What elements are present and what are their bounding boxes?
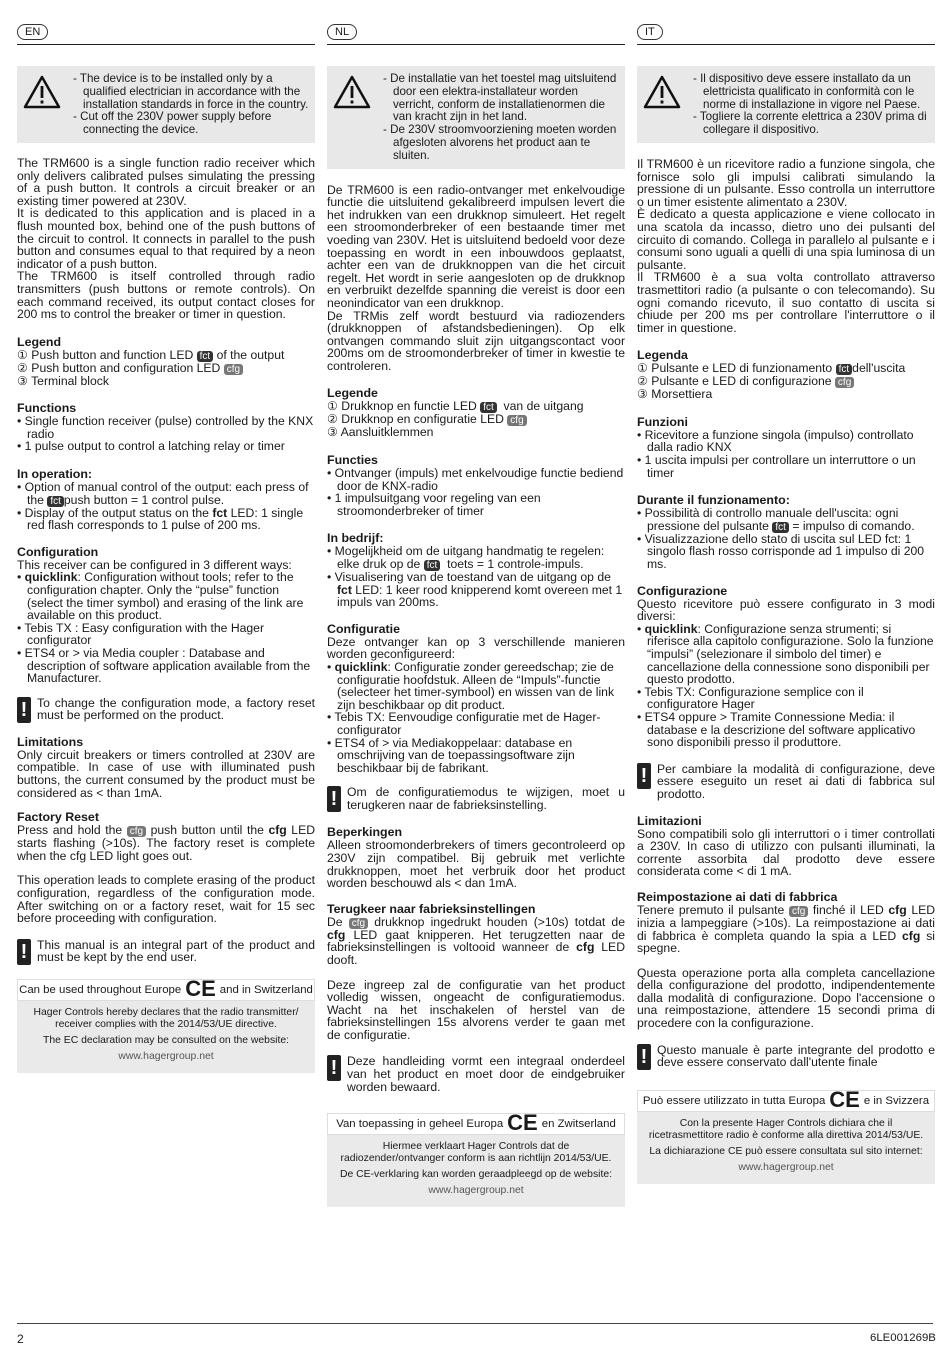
operation-heading: In bedrijf: <box>327 531 384 546</box>
function-item: • 1 impulsuitgang voor regeling van een stroomonderbreker of timer <box>327 491 541 518</box>
page-number: 2 <box>17 1332 24 1346</box>
config-heading: Configuratie <box>327 621 400 636</box>
lang-badge-en: EN <box>17 24 48 40</box>
quicklink-logo: quicklink <box>24 570 78 585</box>
operation-item: • Visualizzazione dello stato di uscita sul LED fct: 1 singolo flash rosso corrisponde ad 1 impulso di 200 ms. <box>637 531 925 572</box>
intro-paragraph: De TRM600 is een radio-ontvanger met enkelvoudige functie die uitsluitend gekalibreerd impulsen levert die het indrukken van een drukknop simuleert. Het regelt een stroomonderbreker of een bestaande timer met voeding van 230V. Het is uitsluitend bedoeld voor deze toepassing en wordt in een inbouwdoos geplaatst, achter een van de drukknoppen van die het circuit regelt. Het wordt in serie aangesloten op de drukknop en verbruikt dezelfde spanning die vereist is door een neonindicator van een drukknop. <box>327 182 625 310</box>
note-manual: ! This manual is an integral part of the product and must be kept by the end user. <box>17 939 315 965</box>
function-item: • 1 pulse output to control a latching relay or timer <box>17 439 285 454</box>
config-intro: Questo ricevitore può essere configurato in 3 modi diversi: <box>637 596 935 624</box>
config-item: • Tebis TX : Easy configuration with the Hager configurator <box>17 620 265 648</box>
note-config-mode: ! To change the configuration mode, a factory reset must be performed on the product. <box>17 697 315 723</box>
exclamation-icon: ! <box>327 1055 341 1081</box>
column-nl <box>327 24 625 1207</box>
warning-box <box>327 66 625 169</box>
legend-item: ② Drukknop en configuratie LED cfg <box>327 413 625 426</box>
legend-heading: Legenda <box>637 348 688 363</box>
functions-heading: Funzioni <box>637 414 688 429</box>
fct-badge: fct <box>197 351 214 362</box>
intro-paragraph: È dedicato a questa applicazione e viene collocato in una scatola da incasso, dietro uno dei pulsanti del circuito di comando. Collega in parallelo al pulsante e i consumi sono uguali a quelli di una spia luminosa di un pulsante. <box>637 207 935 272</box>
warning-triangle-icon <box>643 73 687 137</box>
cfg-badge: cfg <box>224 364 243 375</box>
ce-declaration-box: Può essere utilizzato in tutta Europa CE e in Svizzera Con la presente Hager Controls dichiara che il ricetrasmettitore radio è conforme alla direttiva 2014/53/UE. La dichiarazione CE può essere consultata sul sito internet: www.hagergroup.net <box>637 1090 935 1184</box>
intro-paragraph: Il TRM600 è un ricevitore radio a funzione singola, che fornisce solo gli impulsi calibrati simulando la pressione di un pulsante. Esso controlla un interruttore o un timer esistente alimentato a 230V. <box>637 156 935 209</box>
ce-mark-icon: CE <box>185 975 216 1001</box>
legend-item: ② Pulsante e LED di configurazione cfg <box>637 375 935 388</box>
intro-paragraph: The TRM600 is itself controlled through radio transmitters (push buttons or remote controls). On each command received, its output contact closes for 200 ms to control the breaker or timer in question. <box>17 269 315 322</box>
config-heading: Configuration <box>17 544 99 559</box>
config-item: • Tebis TX: Eenvoudige configuratie met de Hager-configurator <box>327 710 601 737</box>
limitations-heading: Limitazioni <box>637 813 702 828</box>
operation-heading: In operation: <box>17 467 93 482</box>
exclamation-icon: ! <box>17 939 31 965</box>
lang-badge-it: IT <box>637 24 663 40</box>
legend-item: ① Drukknop en functie LED fct van de uitgang <box>327 399 584 414</box>
note-manual: ! Questo manuale è parte integrante del prodotto e deve essere conservato dall'utente finale <box>637 1044 935 1070</box>
limitations-heading: Limitations <box>17 734 84 749</box>
warning-item: - De 230V stroomvoorziening moeten worden afgesloten alvorens het product aan te sluiten. <box>383 123 617 162</box>
intro-paragraph: It is dedicated to this application and is placed in a flush mounted box, behind one of the push buttons of the circuit to control. It connects in parallel to the push button and consumes equal to that required by a neon indicator of a push button. <box>17 206 315 271</box>
limitations-text: Alleen stroomonderbrekers of timers gecontroleerd op 230V zijn compatibel. Bij gebruik met verlichte drukknoppen, moet het verbruik door het product worden beschouwd als < dan 1mA. <box>327 838 625 891</box>
config-heading: Configurazione <box>637 583 728 598</box>
column-en <box>17 24 315 1073</box>
lang-badge-nl: NL <box>327 24 357 40</box>
config-item: • quicklink: Configuratie zonder gereedschap; zie de configuratie hoofdstuk. Alleen de “Impuls”-functie (selecteer het timer-symbool) en wissen van de link zijn beschikbaar op dit product. <box>327 660 615 712</box>
reset-heading: Reimpostazione ai dati di fabbrica <box>637 889 838 904</box>
legend-item: ③ Morsettiera <box>637 387 713 402</box>
config-intro: Deze ontvanger kan op 3 verschillende manieren worden geconfigureerd: <box>327 634 625 662</box>
legend-item: ③ Terminal block <box>17 373 109 388</box>
operation-heading: Durante il funzionamento: <box>637 493 790 508</box>
config-item: • quicklink: Configurazione senza strumenti; si riferisce alla capitolo configurazione. Solo la funzione “impulsi” (selezionare il simbolo del timer) e cancellazione della connessione sono disponibili per questo prodotto. <box>637 621 934 687</box>
legend-heading: Legende <box>327 386 378 401</box>
ce-mark-icon: CE <box>507 1110 538 1136</box>
reset-text: Press and hold the cfg push button until the cfg LED starts flashing (>10s). The factory reset is complete when the cfg LED light goes out. <box>17 823 316 863</box>
website-link[interactable]: www.hagergroup.net <box>118 1050 214 1062</box>
website-link[interactable]: www.hagergroup.net <box>428 1185 524 1197</box>
config-item: • ETS4 oppure > Tramite Connessione Media: il database e la descrizione del software applicativo sono disponibili presso il produttore. <box>637 709 916 750</box>
functions-heading: Functions <box>17 401 77 416</box>
exclamation-icon: ! <box>17 697 31 723</box>
warning-item: - Il dispositivo deve essere installato da un elettricista qualificato in conformità con le norme di installazione in vigore nel Paese. <box>693 72 921 111</box>
operation-item: • Option of manual control of the output: each press of the fct push button = 1 control pulse. <box>17 480 309 507</box>
reset-text: Tenere premuto il pulsante cfg finché il LED cfg LED inizia a lampeggiare (>10s). La reimpostazione ai dati di fabbrica è completa quando la spia a LED cfg si spegne. <box>637 902 936 956</box>
legend-heading: Legend <box>17 334 62 349</box>
reset-note: Questa operazione porta alla completa cancellazione della configurazione del prodotto, indipendentemente dalla modalità di configurazione. Dopo l'accensione o una reimpostazione, attendere 15 secondi prima di procedere con la configurazione. <box>637 965 935 1031</box>
limitations-text: Sono compatibili solo gli interruttori o i timer controllati a 230V. In caso di utilizzo con pulsanti illuminati, la corrente assorbita dal prodotto deve essere considerata come < di 1 mA. <box>637 826 935 879</box>
limitations-text: Only circuit breakers or timers controlled at 230V are compatible. In case of use with illuminated push buttons, the current consumed by the product must be considered as < than 1mA. <box>17 747 315 800</box>
warning-triangle-icon <box>333 73 377 163</box>
intro-paragraph: The TRM600 is a single function radio receiver which only delivers calibrated pulses simulating the pressing of a push button. It controls a circuit breaker or an existing timer powered at 230V. <box>17 155 315 208</box>
intro-paragraph: De TRMis zelf wordt bestuurd via radiozenders (drukknoppen of afstandsbedieningen). Op elk ontvangen commando sluit zijn uitgangscontact voor 200ms om de stroomonderbreker of timer in kwestie te controleren. <box>327 308 625 373</box>
function-item: • Ricevitore a funzione singola (impulso) controllato dalla radio KNX <box>637 427 914 455</box>
config-item: • quicklink: Configuration without tools; refer to the configuration chapter. Only the “pulse” function (select the timer symbol) and erasing of the link are available on this product. <box>17 570 304 623</box>
exclamation-icon: ! <box>327 786 341 812</box>
ce-declaration-box: Van toepassing in geheel Europa CE en Zwitserland Hiermee verklaart Hager Controls dat de radiozender/ontvanger conform is aan richtlijn 2014/53/UE. De CE-verklaring kan worden geraadpleegd op de website: www.hagergroup.net <box>327 1113 625 1207</box>
reset-heading: Terugkeer naar fabrieksinstellingen <box>327 901 536 916</box>
warning-box <box>17 66 315 143</box>
warning-item: - The device is to be installed only by a qualified electrician in accordance with the installation standards in force in the country. <box>73 72 309 111</box>
config-item: • Tebis TX: Configurazione semplice con il configuratore Hager <box>637 684 864 712</box>
column-it <box>637 24 935 1184</box>
legend-item: ① Push button and function LED fct of the output <box>17 347 285 362</box>
reset-text: De cfg drukknop ingedrukt houden (>10s) totdat de cfg LED gaat knipperen. Het terugzetten naar de fabrieksinstellingen is voltooid wanneer de cfg LED dooft. <box>327 914 625 967</box>
document-code: 6LE001269B <box>870 1332 936 1344</box>
operation-item: • Visualisering van de toestand van de uitgang op de fct LED: 1 keer rood knipperend komt overeen met 1 impuls van 200ms. <box>327 570 623 610</box>
note-config-mode: ! Per cambiare la modalità di configurazione, deve essere eseguito un reset ai dati di fabbrica sul prodotto. <box>637 763 935 801</box>
ce-mark-icon: CE <box>829 1086 860 1112</box>
legend-item: ① Pulsante e LED di funzionamento fct dell'uscita <box>637 361 906 376</box>
warning-item: - De installatie van het toestel mag uitsluitend door een elektra-installateur worden verricht, conform de installatienormen die van kracht zijn in het land. <box>383 72 617 124</box>
config-intro: This receiver can be configured in 3 different ways: <box>17 557 292 572</box>
config-item: • ETS4 or > via Media coupler : Database and description of software application available from the Manufacturer. <box>17 646 311 686</box>
note-config-mode: ! Om de configuratiemodus te wijzigen, moet u terugkeren naar de fabrieksinstelling. <box>327 786 625 812</box>
function-item: • 1 uscita impulsi per controllare un interruttore o un timer <box>637 453 916 480</box>
intro-paragraph: Il TRM600 è a sua volta controllato attraverso trasmettitori radio (a pulsante o con telecomando). Su ogni comando ricevuto, il suo contatto di uscita si chiude per 200 ms per controllare l'interruttore o il timer in questione. <box>637 270 935 335</box>
legend-item: ② Push button and configuration LED cfg <box>17 362 315 375</box>
operation-item: • Possibilità di controllo manuale dell'uscita: ogni pressione del pulsante fct = impulso di comando. <box>637 506 915 533</box>
exclamation-icon: ! <box>637 1044 651 1070</box>
functions-heading: Functies <box>327 453 378 468</box>
config-item: • ETS4 of > via Mediakoppelaar: database en omschrijving van de toepassingsoftware zijn beschikbaar bij de fabrikant. <box>327 735 575 775</box>
divider <box>17 44 315 45</box>
ce-declaration-box: Can be used throughout Europe CE and in Switzerland Hager Controls hereby declares that the radio transmitter/ receiver complies with the 2014/53/UE directive. The EC declaration may be consulted on the website: www.hagergroup.net <box>17 979 315 1073</box>
function-item: • Single function receiver (pulse) controlled by the KNX radio <box>17 414 314 441</box>
operation-item: • Display of the output status on the fct LED: 1 single red flash corresponds to 1 pulse of 200 ms. <box>17 505 304 533</box>
fct-badge: fct <box>47 496 64 507</box>
footer-divider <box>17 1323 933 1324</box>
reset-note: This operation leads to complete erasing of the product configuration, regardless of the configuration mode. After switching on or a factory reset, wait for 15 sec before proceeding with configuration. <box>17 873 315 926</box>
website-link[interactable]: www.hagergroup.net <box>738 1161 834 1173</box>
operation-item: • Mogelijkheid om de uitgang handmatig te regelen: elke druk op de fct toets = 1 controle-impuls. <box>327 544 605 572</box>
legend-item: ③ Aansluitklemmen <box>327 425 434 440</box>
function-item: • Ontvanger (impuls) met enkelvoudige functie bediend door de KNX-radio <box>327 466 624 493</box>
warning-item: - Cut off the 230V power supply before connecting the device. <box>73 110 272 137</box>
limitations-heading: Beperkingen <box>327 825 403 840</box>
warning-item: - Togliere la corrente elettrica a 230V prima di collegare il dispositivo. <box>693 110 927 137</box>
warning-triangle-icon <box>23 73 67 137</box>
reset-heading: Factory Reset <box>17 810 99 825</box>
warning-box <box>637 66 935 143</box>
reset-note: Deze ingreep zal de configuratie van het product volledig wissen, ongeacht de configuratiemodus. Wacht na het inschakelen of herstel van de fabrieksinstellingen 15s alvorens verder te gaan met de configuratie. <box>327 977 625 1042</box>
note-manual: ! Deze handleiding vormt een integraal onderdeel van het product en moet door de eindgebruiker worden bewaard. <box>327 1055 625 1093</box>
exclamation-icon: ! <box>637 763 651 789</box>
